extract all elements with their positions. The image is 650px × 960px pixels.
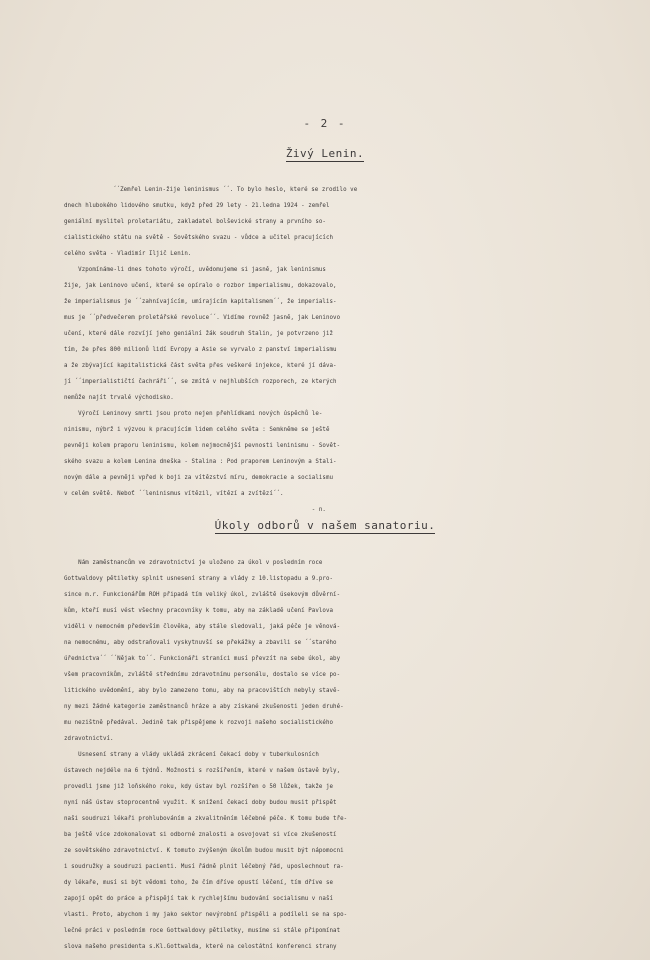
text-line: lečné práci v posledním roce Gottwaldovy pětiletky, musíme si stále připomínat: [64, 928, 341, 934]
text-line: Výročí Leninovy smrti jsou proto nejen přehlídkami nových úspěchů le-: [64, 411, 323, 417]
text-line: ´´Zemřel Lenin-žije leninismus ´´. To bylo heslo, které se zrodilo ve: [113, 187, 358, 193]
text-line: ny mezi žádné kategorie zaměstnanců hráze a aby získané zkušenosti jeden druhé-: [64, 704, 344, 710]
text-line: zdravotnictví.: [64, 736, 114, 742]
text-line: ninismu, nýbrž i výzvou k pracujícím lidem celého světa : Semkněme se ještě: [64, 427, 330, 433]
text-line: ze sovětského zdravotnictví. K tomuto zvýšeným úkolům budou musit být nápomocni: [64, 848, 344, 854]
text-line: vlasti. Proto, abychom i my jako sektor nevýrobní přispěli a podíleli se na spo-: [64, 912, 348, 918]
text-line: celého světa - Vladimír Iljič Lenin.: [64, 251, 192, 257]
text-line: naši soudruzi lékaři prohlubováním a zkvalitněním léčebné péče. K tomu bude tře-: [64, 816, 348, 822]
text-line: nyní náš ústav stoprocentně využit. K snížení čekací doby budou musit přispět: [64, 800, 337, 806]
text-line: že imperialismus je ´´zahnívajícím, umírajícím kapitalismem´´, že imperialis-: [64, 299, 337, 305]
text-line: žije, jak Leninovo učení, které se opíralo o rozbor imperialismu, dokazovalo,: [64, 283, 337, 289]
text-line: slova našeho presidenta s.Kl.Gottwalda, které na celostátní konferenci strany: [64, 944, 337, 950]
text-line: všem pracovníkům, zvláště střednímu zdravotnímu personálu, dostalo se více po-: [64, 672, 341, 678]
page-number: - 2 -: [303, 117, 347, 130]
text-line: pevněji kolem praporu leninismu, kolem nejmocnější pevnosti leninismu - Sovět-: [64, 443, 341, 449]
text-line: učení, které dále rozvíjí jeho geniální žák soudruh Stalin, je potvrzeno již: [64, 331, 334, 337]
section-title-ukoly-odboru: Úkoly odborů v našem sanatoriu.: [214, 519, 436, 532]
text-line: nemůže najít trvalé východisko.: [64, 395, 174, 401]
text-line: provedli jsme již loňského roku, kdy ústav byl rozšířen o 50 lůžek, takže je: [64, 784, 334, 790]
text-line: ba ještě více zdokonalovat si odborné znalosti a osvojovat si více zkušeností: [64, 832, 337, 838]
text-line: zapojí opět do práce a přispějí tak k rychlejšímu budování socialismu v naší: [64, 896, 334, 902]
text-line: úřednictva´´ ´´Nějak to´´. Funkcionáři straníci musí převzít na sebe úkol, aby: [64, 656, 341, 662]
text-line: Vzpomínáme-li dnes tohoto výročí, uvědomujeme si jasně, jak leninismus: [64, 267, 326, 273]
text-line: dnech hlubokého lidového smutku, když před 29 lety - 21.ledna 1924 - zemřel: [64, 203, 330, 209]
text-line: tím, že přes 800 milionů lidí Evropy a Asie se vyrvalo z panství imperialismu: [64, 347, 337, 353]
section-title-zivy-lenin: Živý Lenin.: [285, 147, 365, 160]
text-line: geniální myslitel proletariátu, zakladatel bolševické strany a prvního so-: [64, 219, 326, 225]
text-line: Nám zaměstnancům ve zdravotnictví je uloženo za úkol v posledním roce: [64, 560, 323, 566]
text-line: ústavech nejdéle na 6 týdnů. Možnosti s rozšířením, které v našem ústavě byly,: [64, 768, 341, 774]
text-line: kům, kteří musí vést všechny pracovníky k tomu, aby na základě učení Pavlova: [64, 608, 334, 614]
text-line: a že zbývající kapitalistická část světa přes veškeré injekce, které jí dáva-: [64, 363, 337, 369]
text-line: litického uvědomění, aby bylo zamezeno tomu, aby na pracovištích nebyly stavě-: [64, 688, 341, 694]
text-line: viděli v nemocném především člověka, aby stále sledovali, jaká péče je věnová-: [64, 624, 341, 630]
signature-initial: - n.: [64, 507, 326, 513]
text-line: i soudružky a soudruzi pacienti. Musí řádně plnit léčebný řád, uposlechnout ra-: [64, 864, 344, 870]
text-line: Usnesení strany a vlády ukládá zkrácení čekací doby v tuberkulosních: [64, 752, 319, 758]
text-line: v celém světě. Neboť ´´leninismus vítězil, vítězí a zvítězí´´.: [64, 491, 284, 497]
text-line: since m.r. Funkcionářům ROH připadá tím veliký úkol, zvláště úsekovým důvěrní-: [64, 592, 341, 598]
text-line: na nemocnému, aby odstraňovali vyskytnuvší se překážky a zbavili se ´´starého: [64, 640, 337, 646]
text-line: Gottwaldovy pětiletky splnit usnesení strany a vlády z 10.listopadu a 9.pro-: [64, 576, 334, 582]
text-line: cialistického státu na světě - Sovětského svazu - vůdce a učitel pracujících: [64, 235, 334, 241]
text-line: novým dále a pevněji vpřed k boji za vítězství míru, demokracie a socialismu: [64, 475, 334, 481]
text-line: mus je ´´předvečerem proletářské revoluce´´. Vidíme rovněž jasně, jak Leninovo: [64, 315, 341, 321]
text-line: dy lékaře, musí si být vědomi toho, že čím dříve opustí léčení, tím dříve se: [64, 880, 334, 886]
text-line: ského svazu a kolem Lenina dneška - Stalina : Pod praporem Leninovým a Stali-: [64, 459, 337, 465]
text-line: mu nezištně předával. Jedině tak přispějeme k rozvoji našeho socialistického: [64, 720, 334, 726]
text-line: jí ´´imperialističtí čachráři´´, se zmítá v nejhlubších rozporech, ze kterých: [64, 379, 337, 385]
